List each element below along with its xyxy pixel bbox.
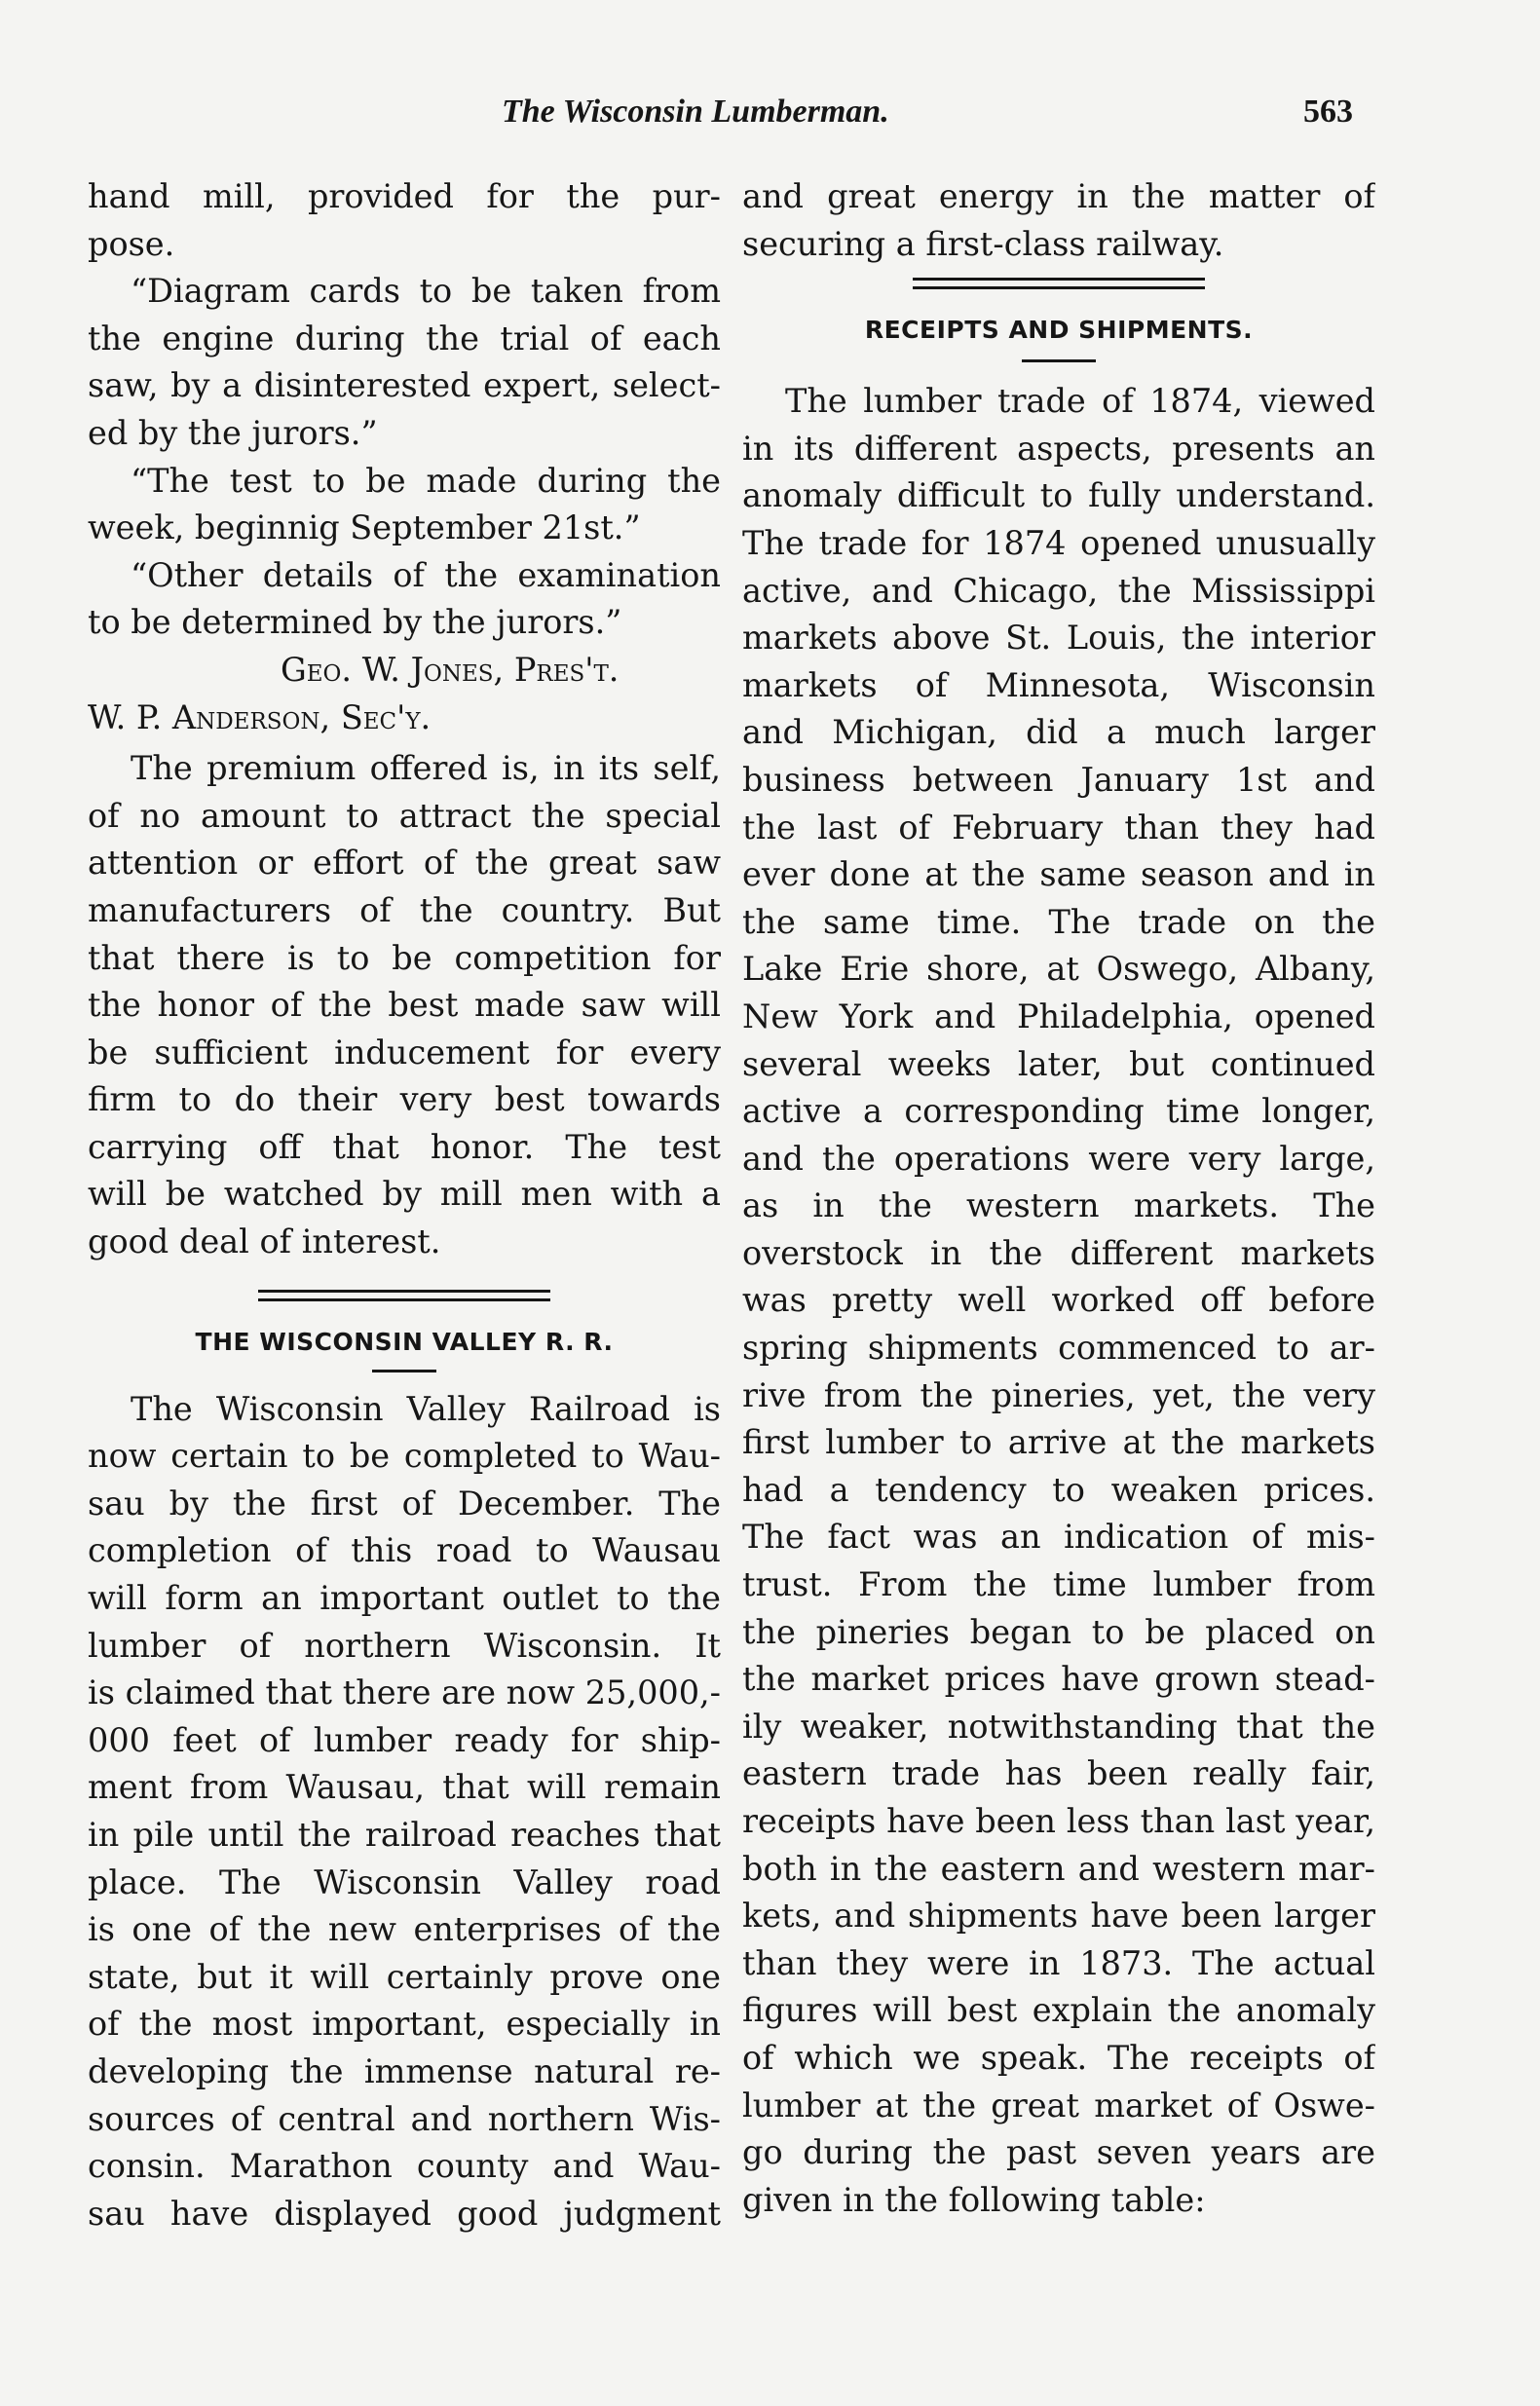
- text-line: trust. From the time lumber from: [742, 1565, 1375, 1604]
- railway-continuation: [742, 173, 1375, 268]
- text-line: given in the following table:: [742, 2180, 1206, 2219]
- text-line: firm to do their very best towards: [88, 1080, 721, 1119]
- text-line: the market prices have grown stead-: [742, 1660, 1375, 1699]
- text-line: good deal of interest.: [88, 1222, 441, 1261]
- text-line: place. The Wisconsin Valley road: [88, 1862, 721, 1901]
- text-line: and Michigan, did a much larger: [742, 713, 1375, 752]
- text-line: the same time. The trade on the: [742, 902, 1375, 941]
- text-line: spring shipments commenced to ar-: [742, 1329, 1375, 1368]
- heading-underline: [372, 1370, 436, 1372]
- text-line: The fact was an indication of mis-: [742, 1518, 1375, 1557]
- text-line: receipts have been less than last year,: [742, 1802, 1375, 1840]
- section-heading: THE WISCONSIN VALLEY R. R.: [195, 1327, 614, 1356]
- text-line: “The test to be made during the: [131, 461, 721, 500]
- text-line: “Other details of the examination: [131, 555, 721, 594]
- left-column: [88, 173, 721, 2237]
- text-line: will form an important outlet to the: [88, 1579, 721, 1618]
- text-line: will be watched by mill men with a: [88, 1175, 721, 1214]
- text-line: The Wisconsin Valley Railroad is: [131, 1389, 721, 1428]
- text-line: The trade for 1874 opened unusually: [742, 523, 1375, 562]
- text-line: had a tendency to weaken prices.: [742, 1470, 1375, 1509]
- running-title: The Wisconsin Lumberman.: [502, 94, 889, 130]
- text-line: both in the eastern and western mar-: [742, 1849, 1375, 1888]
- page-number: 563: [1303, 94, 1353, 130]
- text-line: was pretty well worked off before: [742, 1281, 1375, 1320]
- text-line: several weeks later, but continued: [742, 1044, 1375, 1083]
- section-divider: [258, 1290, 550, 1301]
- text-line: the honor of the best made saw will: [88, 986, 721, 1025]
- text-line: to be determined by the jurors.”: [88, 603, 622, 642]
- text-line: state, but it will certainly prove one: [88, 1957, 721, 1996]
- text-line: eastern trade has been really fair,: [742, 1754, 1375, 1793]
- text-line: markets above St. Louis, the interior: [742, 619, 1375, 658]
- text-line: of which we speak. The receipts of: [742, 2038, 1375, 2077]
- text-line: than they were in 1873. The actual: [742, 1943, 1375, 1982]
- text-line: Lake Erie shore, at Oswego, Albany,: [742, 950, 1375, 989]
- jurors-paragraph: [88, 173, 721, 647]
- text-line: lumber of northern Wisconsin. It: [88, 1626, 721, 1665]
- text-line: in pile until the railroad reaches that: [88, 1816, 721, 1854]
- text-line: developing the immense natural re-: [88, 2051, 721, 2090]
- text-line: ily weaker, notwithstanding that the: [742, 1707, 1375, 1746]
- text-line: go during the past seven years are: [742, 2133, 1375, 2172]
- text-line: active, and Chicago, the Mississippi: [742, 571, 1375, 610]
- page-header: [0, 94, 1540, 142]
- premium-paragraph: [88, 745, 721, 1266]
- text-line: 000 feet of lumber ready for ship-: [88, 1720, 721, 1759]
- text-line: is one of the new enterprises of the: [88, 1910, 721, 1949]
- signature-president: Geo. W. Jones, Pres't.: [281, 650, 620, 689]
- text-line: week, beginnig September 21st.”: [88, 508, 641, 547]
- text-line: be sufficient inducement for every: [88, 1033, 721, 1071]
- text-line: of no amount to attract the special: [88, 796, 721, 835]
- text-line: and great energy in the matter of: [742, 177, 1375, 215]
- text-line: pose.: [88, 224, 175, 263]
- text-line: saw, by a disinterested expert, select-: [88, 366, 721, 405]
- text-line: the engine during the trial of each: [88, 319, 721, 357]
- text-line: rive from the pineries, yet, the very: [742, 1375, 1375, 1414]
- text-line: The lumber trade of 1874, viewed: [785, 382, 1375, 421]
- text-line: that there is to be competition for: [88, 938, 721, 977]
- text-line: securing a first-class railway.: [742, 224, 1224, 263]
- text-line: business between January 1st and: [742, 760, 1375, 799]
- text-line: is claimed that there are now 25,000,-: [88, 1673, 721, 1712]
- text-line: markets of Minnesota, Wisconsin: [742, 665, 1375, 704]
- text-line: the last of February than they had: [742, 808, 1375, 846]
- text-line: the pineries began to be placed on: [742, 1612, 1375, 1651]
- text-line: ed by the jurors.”: [88, 413, 378, 452]
- text-line: sau by the first of December. The: [88, 1484, 721, 1523]
- text-line: “Diagram cards to be taken from: [131, 272, 721, 311]
- text-line: anomaly difficult to fully understand.: [742, 476, 1375, 515]
- text-line: in its different aspects, presents an: [742, 429, 1375, 468]
- text-line: active a corresponding time longer,: [742, 1092, 1375, 1131]
- text-line: ever done at the same season and in: [742, 855, 1375, 894]
- text-line: sources of central and northern Wis-: [88, 2099, 721, 2138]
- text-line: as in the western markets. The: [742, 1186, 1375, 1225]
- text-line: carrying off that honor. The test: [88, 1127, 721, 1166]
- signature-secretary: W. P. Anderson, Sec'y.: [88, 697, 432, 736]
- text-line: completion of this road to Wausau: [88, 1531, 721, 1570]
- text-line: attention or effort of the great saw: [88, 844, 721, 883]
- text-line: overstock in the different markets: [742, 1233, 1375, 1272]
- text-line: of the most important, especially in: [88, 2005, 721, 2044]
- text-line: now certain to be completed to Wau-: [88, 1437, 721, 1476]
- text-line: figures will best explain the anomaly: [742, 1991, 1375, 2030]
- section-divider: [913, 278, 1205, 289]
- text-line: consin. Marathon county and Wau-: [88, 2147, 721, 2186]
- text-line: The premium offered is, in its self,: [131, 749, 721, 788]
- heading-underline: [1022, 359, 1096, 362]
- section-heading: RECEIPTS AND SHIPMENTS.: [864, 316, 1254, 345]
- text-line: sau have displayed good judgment: [88, 2194, 721, 2233]
- text-line: first lumber to arrive at the markets: [742, 1423, 1375, 1462]
- railroad-paragraph: [88, 1386, 721, 2238]
- text-line: New York and Philadelphia, opened: [742, 996, 1375, 1035]
- receipts-paragraph: [742, 378, 1375, 2224]
- text-line: hand mill, provided for the pur-: [88, 177, 721, 215]
- text-line: and the operations were very large,: [742, 1139, 1375, 1178]
- right-column: [742, 173, 1375, 2224]
- text-line: manufacturers of the country. But: [88, 890, 721, 929]
- text-line: ment from Wausau, that will remain: [88, 1768, 721, 1807]
- text-line: lumber at the great market of Oswe-: [742, 2086, 1375, 2124]
- text-line: kets, and shipments have been larger: [742, 1897, 1375, 1936]
